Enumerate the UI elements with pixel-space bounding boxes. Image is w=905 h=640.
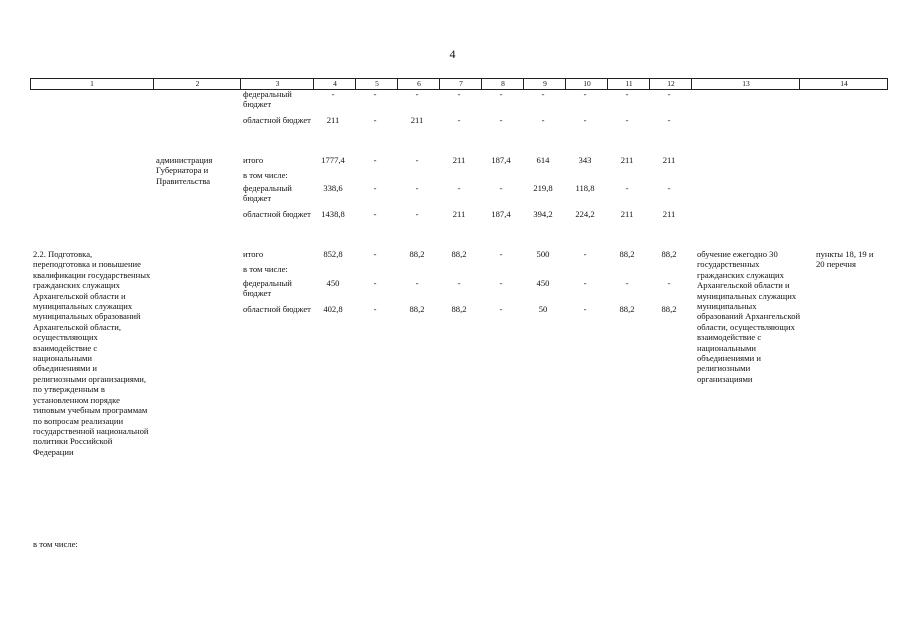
cell-value: 88,2: [409, 304, 425, 314]
cell-value: -: [415, 183, 419, 193]
cell-value: 88,2: [661, 249, 677, 259]
cell-value: -: [373, 89, 377, 99]
cell-value: -: [583, 115, 587, 125]
header-col-3: 3: [240, 79, 314, 89]
page-number: 4: [449, 47, 456, 61]
cell-value: -: [373, 115, 377, 125]
header-col-14: 14: [799, 79, 888, 89]
header-col-6: 6: [397, 79, 440, 89]
header-col-12: 12: [649, 79, 692, 89]
row-label: федеральный бюджет: [243, 89, 292, 110]
cell-value: 211: [410, 115, 424, 125]
header-col-11: 11: [607, 79, 650, 89]
cell-value: 1777,4: [321, 155, 345, 165]
cell-value: -: [625, 278, 629, 288]
row-label: в том числе:: [243, 170, 288, 180]
cell-value: 450: [326, 278, 340, 288]
cell-value: 402,8: [323, 304, 343, 314]
footer-text: в том числе:: [33, 539, 78, 549]
cell-value: 187,4: [491, 209, 511, 219]
cell-value: -: [499, 304, 503, 314]
cell-value: -: [415, 155, 419, 165]
cell-value: 614: [536, 155, 550, 165]
cell-value: 343: [578, 155, 592, 165]
cell-value: -: [625, 183, 629, 193]
header-col-10: 10: [565, 79, 608, 89]
cell-value: -: [415, 278, 419, 288]
cell-value: 219,8: [533, 183, 553, 193]
cell-value: 88,2: [409, 249, 425, 259]
row-label: федеральный бюджет: [243, 278, 292, 299]
cell-value: 211: [620, 155, 634, 165]
header-col-2: 2: [153, 79, 241, 89]
reference: пункты 18, 19 и 20 перечня: [816, 249, 874, 270]
cell-value: -: [583, 249, 587, 259]
cell-value: -: [583, 89, 587, 99]
cell-value: -: [541, 115, 545, 125]
cell-value: 211: [662, 155, 676, 165]
row-label: федеральный бюджет: [243, 183, 292, 204]
cell-value: 88,2: [451, 249, 467, 259]
cell-value: 450: [536, 278, 550, 288]
cell-value: 211: [662, 209, 676, 219]
cell-value: 211: [620, 209, 634, 219]
cell-value: -: [667, 115, 671, 125]
cell-value: -: [583, 304, 587, 314]
cell-value: -: [541, 89, 545, 99]
cell-value: 50: [538, 304, 548, 314]
cell-value: -: [499, 183, 503, 193]
cell-value: -: [499, 278, 503, 288]
cell-value: -: [415, 89, 419, 99]
cell-value: -: [415, 209, 419, 219]
cell-value: -: [499, 115, 503, 125]
cell-value: 500: [536, 249, 550, 259]
header-col-5: 5: [355, 79, 398, 89]
cell-value: -: [583, 278, 587, 288]
cell-value: 852,8: [323, 249, 343, 259]
cell-value: -: [457, 89, 461, 99]
cell-value: -: [373, 183, 377, 193]
cell-value: 211: [452, 209, 466, 219]
header-col-1: 1: [90, 79, 94, 88]
executor-name: администрация Губернатора и Правительства: [156, 155, 213, 186]
cell-value: 88,2: [661, 304, 677, 314]
cell-value: 118,8: [575, 183, 595, 193]
cell-value: 1438,8: [321, 209, 345, 219]
row-label: итого: [243, 249, 264, 259]
cell-value: -: [457, 278, 461, 288]
cell-value: 338,6: [323, 183, 343, 193]
cell-value: 211: [326, 115, 340, 125]
cell-value: 88,2: [619, 249, 635, 259]
cell-value: -: [625, 115, 629, 125]
header-col-4: 4: [313, 79, 356, 89]
cell-value: 187,4: [491, 155, 511, 165]
header-col-8: 8: [481, 79, 524, 89]
cell-value: -: [457, 115, 461, 125]
row-label: областной бюджет: [243, 304, 311, 314]
cell-value: -: [499, 89, 503, 99]
cell-value: -: [457, 183, 461, 193]
cell-value: -: [373, 278, 377, 288]
header-col-13: 13: [691, 79, 800, 89]
cell-value: 88,2: [619, 304, 635, 314]
cell-value: 224,2: [575, 209, 595, 219]
cell-value: 88,2: [451, 304, 467, 314]
expected-result: обучение ежегодно 30 государственных гражданских служащих Архангельской области и муниципальных служащих муниципальных образований Архангельской области, осуществляющих взаимодействие с национальными объединениями и религиозными организациями: [697, 249, 801, 384]
cell-value: -: [373, 304, 377, 314]
cell-value: -: [373, 209, 377, 219]
cell-value: 394,2: [533, 209, 553, 219]
row-label: областной бюджет: [243, 209, 311, 219]
cell-value: -: [667, 183, 671, 193]
cell-value: -: [331, 89, 335, 99]
cell-value: -: [625, 89, 629, 99]
row-label: в том числе:: [243, 264, 288, 274]
cell-value: -: [373, 249, 377, 259]
header-col-9: 9: [523, 79, 566, 89]
cell-value: -: [667, 278, 671, 288]
row-label: итого: [243, 155, 264, 165]
cell-value: 211: [452, 155, 466, 165]
row-label: областной бюджет: [243, 115, 311, 125]
cell-value: -: [499, 249, 503, 259]
activity-description: 2.2. Подготовка, переподготовка и повышение квалификации государственных гражданских служащих Архангельской области и муниципальных служащих муниципальных образований Архангельской области, осуществляющих взаимодействие с национальными объединениями и религиозными организациями, по утвержденным в установленном порядке типовым учебным программам по вопросам реализации государственной национальной политики Российской Федерации: [33, 249, 151, 457]
cell-value: -: [373, 155, 377, 165]
cell-value: -: [667, 89, 671, 99]
header-col-7: 7: [439, 79, 482, 89]
